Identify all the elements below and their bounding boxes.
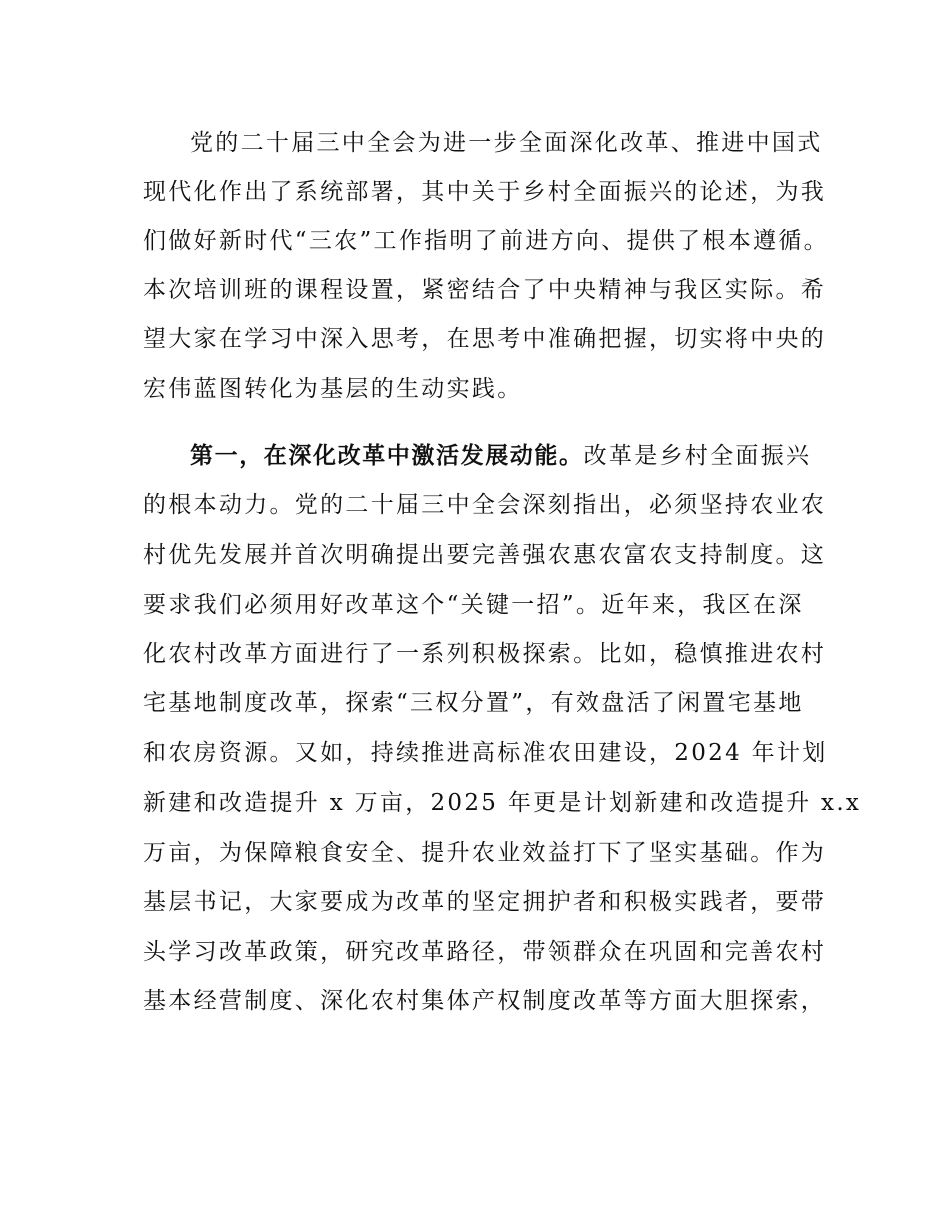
paragraph2-line: 化农村改革方面进行了一系列积极探索。比如，稳慎推进农村	[143, 641, 827, 667]
paragraph2-first-line-text: 改革是乡村全面振兴	[583, 443, 812, 469]
paragraph2-line: 的根本动力。党的二十届三中全会深刻指出，必须坚持农业农	[143, 492, 827, 518]
paragraph2-line: 要求我们必须用好改革这个“关键一招”。近年来，我区在深	[143, 592, 804, 618]
paragraph1-line: 宏伟蓝图转化为基层的生动实践。	[143, 376, 523, 402]
paragraph1-line: 们做好新时代“三农”工作指明了前进方向、提供了根本遵循。	[143, 228, 829, 254]
paragraph2-line: 万亩，为保障粮食安全、提升农业效益打下了坚实基础。作为	[143, 840, 827, 866]
paragraph2-line: 宅基地制度改革，探索“三权分置”，有效盘活了闲置宅基地	[143, 690, 804, 716]
paragraph2-line: 和农房资源。又如，持续推进高标准农田建设，2024 年计划	[143, 740, 828, 766]
paragraph2-line: 村优先发展并首次明确提出要完善强农惠农富农支持制度。这	[143, 542, 827, 568]
section-heading: 第一，在深化改革中激活发展动能。	[190, 443, 584, 469]
paragraph2-first-line	[190, 441, 811, 471]
paragraph1-line: 党的二十届三中全会为进一步全面深化改革、推进中国式	[190, 130, 823, 156]
paragraph1-line: 望大家在学习中深入思考，在思考中准确把握，切实将中央的	[143, 326, 827, 352]
paragraph2-line: 头学习改革政策，研究改革路径，带领群众在巩固和完善农村	[143, 939, 827, 965]
paragraph2-line: 基层书记，大家要成为改革的坚定拥护者和积极实践者，要带	[143, 889, 827, 915]
paragraph1-line: 本次培训班的课程设置，紧密结合了中央精神与我区实际。希	[143, 277, 827, 303]
paragraph2-line: 基本经营制度、深化农村集体产权制度改革等方面大胆探索，	[143, 988, 827, 1014]
paragraph1-line: 现代化作出了系统部署，其中关于乡村全面振兴的论述，为我	[143, 179, 827, 205]
paragraph2-line: 新建和改造提升 x 万亩，2025 年更是计划新建和改造提升 x.x	[143, 790, 862, 816]
